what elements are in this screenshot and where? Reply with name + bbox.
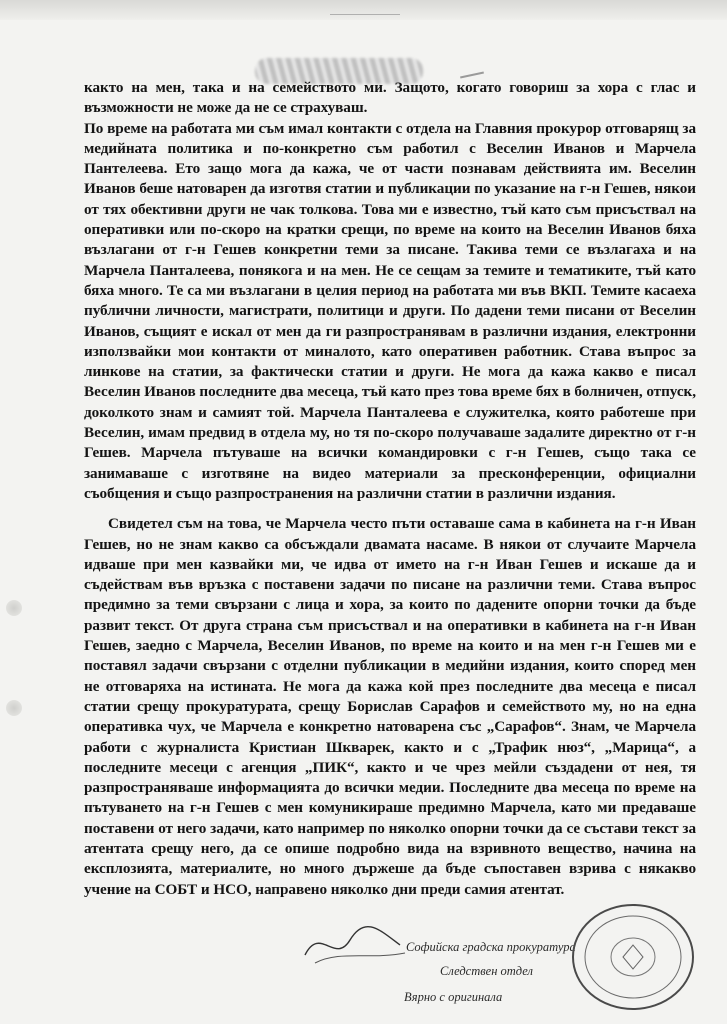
document-body: [84, 78, 696, 900]
stamp-line-1: Софийска градска прокуратура: [406, 940, 576, 954]
paragraph-3: Свидетел съм на това, че Марчела често пъти оставаше сама в кабинета на г-н Иван Гешев, но не знам какво са обсъждали двамата насаме. В някои от случаите Марчела идваше при мен казвайки ми, че идва от името на г-н Иван Гешев и искаше да и съдействам във връзка с поставени задачи по писане на различни теми. Става въпрос предимно за теми свързани с лица и хора, за които по дадените опорни точки да бъде развит текст. От друга страна съм присъствал и на оперативки в кабинета на г-н Иван Гешев, заедно с Марчела, Веселин Иванов, по време на които и на мен г-н Гешев ми е поставял задачи свързани с отделни публикации в медийни издания, които според мен не отговаряха на истината. Не мога да кажа кой през последните два месеца е писал статии срещу прокуратурата, срещу Борислав Сарафов и семейството му, но на една оперативка чух, че Марчела е конкретно натоварена със „Сарафов“. Знам, че Марчела работи с журналиста Кристиан Шкварек, както и с „Трафик нюз“, „Марица“, а последните месеци с агенция „ПИК“, както и че чрез мейли създадени от нея, тя разпространяваше информацията до всички медии. Последните два месеца по време на пътуването на г-н Гешев с мен комуникираше предимно Марчела, като ми предаваше поставени от него задачи, като например по няколко опорни точки да се състави текст за атентата срещу него, да се опише подробно вида на взривното вещество, начина на експлозията, материалите, но много държеше да бъде съпоставен взрива с някакво учение на СОБТ и НСО, направено няколко дни преди самия атентат.: [84, 515, 696, 898]
top-handwritten-mark: [330, 0, 400, 15]
paragraph-1: както на мен, така и на семейството ми. Защото, когато говориш за хора с глас и възможности не може да не се страхуваш.: [84, 79, 696, 117]
round-seal-icon: [565, 895, 700, 1015]
paragraph-2: По време на работата ми съм имал контакти с отдела на Главния прокурор отговарящ за медийната политика и по-конкретно съм работил с Веселин Иванов и Марчела Пантелеева. Ето защо мога да кажа, че от части познавам действията им. Веселин Иванов беше натоварен да изготвя статии и публикации по указание на г-н Гешев, някои от тях обективни други не чак толкова. Това ми е известно, тъй като съм присъствал на оперативки или по-скоро на кратки срещи, по време на които на Веселин Иванов бяха възлагани от г-н Гешев конкретни теми за писане. Такива теми се възлагаха и на Марчела Панталеева, понякога и на мен. Не се сещам за темите и тематиките, тъй като бяха много. Те са ми възлагани в целия период на работата ми във ВКП. Темите касаеха публични личности, магистрати, политици и други. По дадени теми писани от Веселин Иванов, същият е искал от мен да ги разпространявам в различни издания, електронни използвайки мои контакти от миналото, като оперативен работник. Става въпрос за линкове на статии, за фактически статии и други. Не мога да кажа какво е писал Веселин Иванов последните два месеца, тъй като през това време бях в болничен, отпуск, доколкото знам и самият той. Марчела Панталеева е служителка, която работеше при Веселин, имам предвид в отдела му, но тя по-скоро получаваше задалите директно от г-н Гешев. Марчела пътуваше на всички командировки с г-н Гешев, също така се занимаваше с изготвяне на видео материали за пресконференции, официални съобщения и също разпространения на различни статии в различни издания.: [84, 119, 697, 502]
stamp-line-2: Следствен отдел: [440, 964, 533, 978]
punch-hole: [6, 700, 22, 716]
stamp-line-3: Вярно с оригинала: [404, 990, 503, 1004]
punch-hole: [6, 600, 22, 616]
